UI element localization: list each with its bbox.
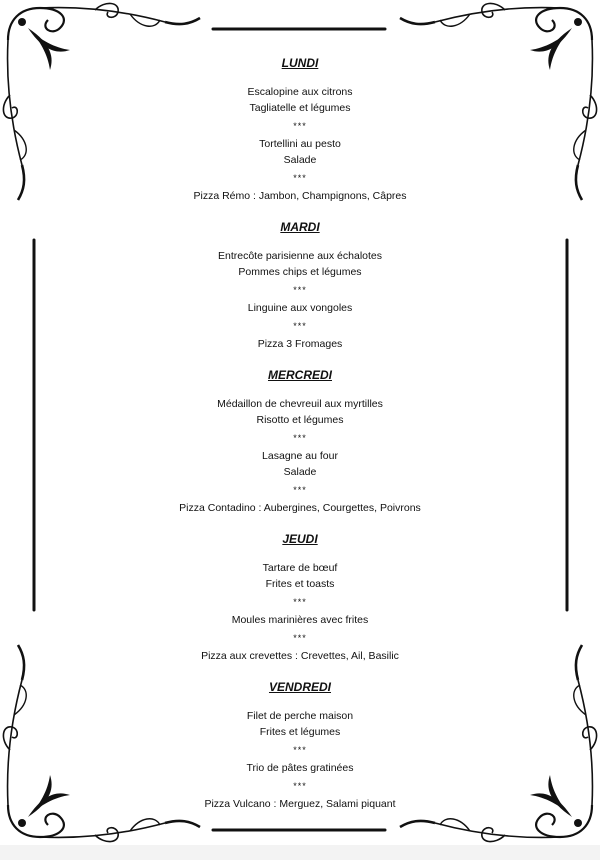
menu-item: Salade [283, 154, 317, 166]
day-heading: JEUDI [282, 532, 318, 546]
menu-item: Linguine aux vongoles [247, 302, 353, 314]
menu-item: Pizza Vulcano : Merguez, Salami piquant [204, 798, 396, 810]
menu-item: Tortellini au pesto [259, 138, 341, 150]
day-heading: VENDREDI [268, 680, 331, 694]
menu-item: Pommes chips et légumes [238, 266, 362, 278]
course-separator: *** [293, 633, 307, 643]
day-heading: MARDI [280, 220, 320, 234]
day-section-mercredi [70, 368, 530, 532]
course-separator: *** [293, 485, 307, 495]
menu-item: Trio de pâtes gratinées [246, 762, 354, 774]
course-separator: *** [293, 173, 307, 183]
day-section-mardi [70, 220, 530, 368]
menu-item: Risotto et légumes [256, 414, 344, 426]
day-section-jeudi [70, 532, 530, 680]
weekly-menu [70, 56, 530, 812]
course-separator: *** [293, 285, 307, 295]
menu-item: Lasagne au four [262, 450, 338, 462]
menu-item: Tagliatelle et légumes [249, 102, 351, 114]
menu-item: Frites et toasts [265, 578, 335, 590]
menu-item: Pizza 3 Fromages [257, 338, 343, 350]
menu-item: Pizza Rémo : Jambon, Champignons, Câpres [193, 190, 407, 202]
menu-item: Salade [283, 466, 317, 478]
course-separator: *** [293, 745, 307, 755]
day-heading: MERCREDI [267, 368, 332, 382]
course-separator: *** [293, 121, 307, 131]
menu-item: Tartare de bœuf [262, 562, 338, 574]
course-separator: *** [293, 321, 307, 331]
menu-item: Pizza aux crevettes : Crevettes, Ail, Basilic [201, 650, 399, 662]
menu-item: Filet de perche maison [246, 710, 354, 722]
day-section-vendredi [70, 680, 530, 812]
menu-item: Frites et légumes [259, 726, 341, 738]
day-section-lundi [70, 56, 530, 220]
course-separator: *** [293, 433, 307, 443]
day-heading: LUNDI [281, 56, 319, 70]
menu-item: Médaillon de chevreuil aux myrtilles [217, 398, 383, 410]
menu-item: Moules marinières avec frites [231, 614, 369, 626]
menu-item: Escalopine aux citrons [247, 86, 353, 98]
course-separator: *** [293, 597, 307, 607]
menu-item: Entrecôte parisienne aux échalotes [217, 250, 383, 262]
menu-item: Pizza Contadino : Aubergines, Courgettes, Poivrons [179, 502, 421, 514]
course-separator: *** [293, 781, 307, 791]
